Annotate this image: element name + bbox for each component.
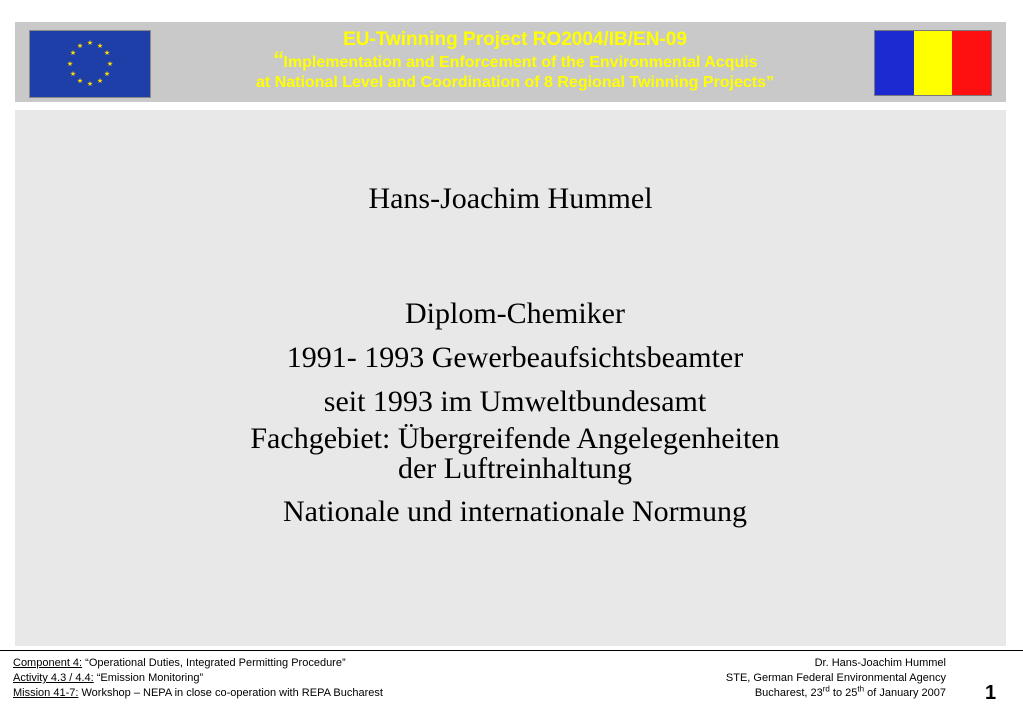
project-code: EU-Twinning Project RO2004/IB/EN-09 — [343, 29, 687, 50]
svg-text:★: ★ — [69, 70, 77, 78]
svg-text:★: ★ — [106, 60, 114, 68]
project-title — [165, 30, 865, 93]
flag-stripe-yellow — [914, 31, 953, 95]
svg-text:★: ★ — [86, 39, 94, 47]
flag-stripe-red — [952, 31, 991, 95]
field-line2: der Luftreinhaltung — [397, 452, 633, 485]
header-banner — [15, 22, 1006, 102]
svg-text:★: ★ — [76, 77, 84, 85]
footer-divider — [0, 650, 1023, 651]
career-1993: seit 1993 im Umweltbundesamt — [323, 385, 707, 418]
eu-stars — [30, 31, 150, 97]
svg-text:★: ★ — [69, 49, 77, 57]
standardization: Nationale und internationale Normung — [282, 495, 748, 528]
footer-author: Dr. Hans-Joachim Hummel — [814, 657, 946, 669]
footer-date: Bucharest, 23rd to 25th of January 2007 — [754, 684, 946, 699]
degree: Diplom-Chemiker — [405, 297, 625, 330]
svg-text:★: ★ — [96, 42, 104, 50]
slide-content — [15, 110, 1006, 646]
presenter-name: Hans-Joachim Hummel — [368, 182, 653, 215]
flag-stripe-blue — [875, 31, 914, 95]
svg-text:★: ★ — [103, 70, 111, 78]
footer-component: Component 4: “Operational Duties, Integrated Permitting Procedure” — [13, 657, 346, 669]
svg-text:★: ★ — [86, 80, 94, 88]
svg-text:★: ★ — [76, 42, 84, 50]
footer-author-info — [560, 656, 946, 701]
eu-flag-icon — [29, 30, 151, 98]
svg-text:★: ★ — [96, 77, 104, 85]
footer-mission: Mission 41-7: Workshop – NEPA in close co-operation with REPA Bucharest — [13, 687, 383, 699]
svg-text:★: ★ — [103, 49, 111, 57]
romania-flag-icon — [874, 30, 992, 96]
field-line1: Fachgebiet: Übergreifende Angelegenheiten — [250, 422, 780, 455]
project-subtitle-line2: at National Level and Coordination of 8 Regional Twinning Projects” — [256, 74, 774, 91]
footer-agency: STE, German Federal Environmental Agency — [725, 672, 946, 684]
project-subtitle-line1: “Implementation and Enforcement of the Environmental Acquis — [272, 47, 758, 72]
presenter-details — [15, 292, 1015, 534]
footer-project-info — [13, 656, 383, 701]
career-1991: 1991- 1993 Gewerbeaufsichtsbeamter — [286, 341, 744, 374]
footer-activity: Activity 4.3 / 4.4: “Emission Monitoring” — [13, 672, 204, 684]
svg-text:★: ★ — [66, 60, 74, 68]
page-number: 1 — [985, 682, 997, 704]
